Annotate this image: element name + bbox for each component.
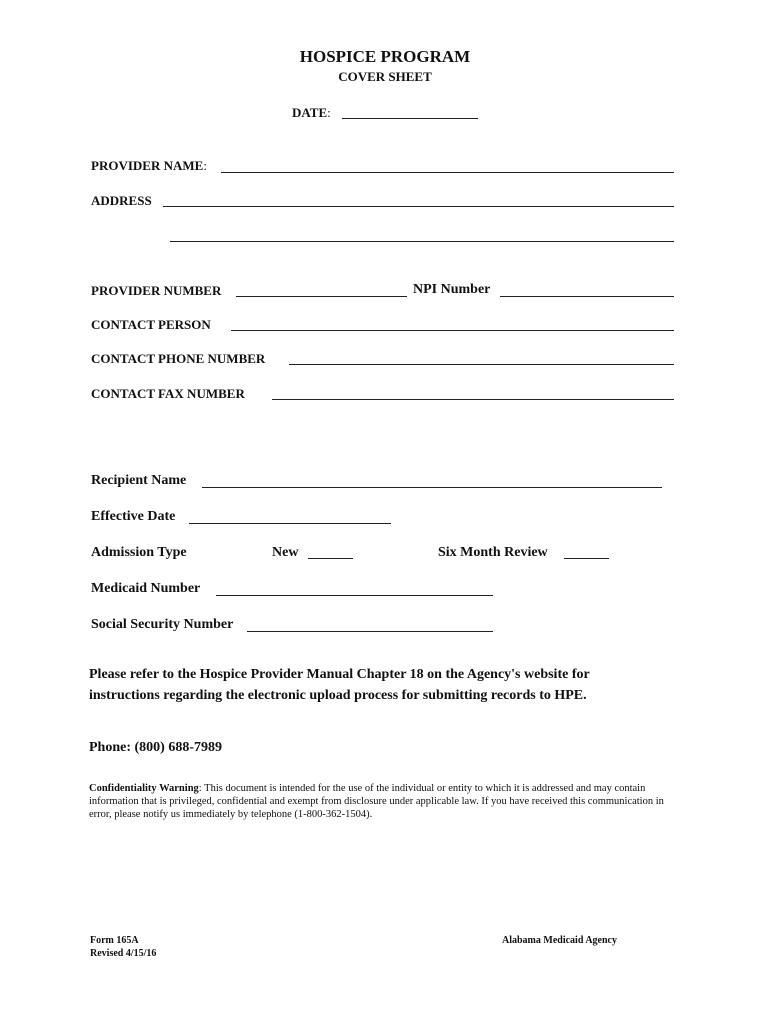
- six-month-review-field[interactable]: [564, 558, 609, 559]
- admission-type-label: Admission Type: [91, 545, 187, 560]
- page-title: HOSPICE PROGRAM: [299, 47, 471, 66]
- confidentiality-text: : This document is intended for the use of the individual or entity to which it is addressed and may contain information that is privileged, confidential and exempt from disclosure under applicable law. If you have received this communication in error, please notify us immediately by telephone (1-800-362-1504).: [89, 783, 664, 820]
- ssn-label: Social Security Number: [91, 617, 234, 632]
- contact-phone-field[interactable]: [289, 364, 674, 365]
- agency-name: Alabama Medicaid Agency: [502, 935, 617, 946]
- contact-phone-label: CONTACT PHONE NUMBER: [91, 351, 266, 366]
- form-number: Form 165A: [90, 935, 139, 946]
- confidentiality-warning: [89, 782, 674, 821]
- provider-name-field[interactable]: [221, 172, 674, 173]
- npi-number-field[interactable]: [500, 296, 674, 297]
- effective-date-field[interactable]: [189, 523, 391, 524]
- page-subtitle: COVER SHEET: [338, 69, 432, 84]
- confidentiality-label: Confidentiality Warning: [89, 783, 199, 794]
- provider-number-field[interactable]: [236, 296, 407, 297]
- admission-new-field[interactable]: [308, 558, 353, 559]
- npi-number-label: NPI Number: [413, 282, 491, 297]
- contact-fax-field[interactable]: [272, 399, 674, 400]
- contact-person-field[interactable]: [231, 330, 674, 331]
- address-label: ADDRESS: [91, 193, 152, 208]
- instructions-text: Please refer to the Hospice Provider Manual Chapter 18 on the Agency's website for instructions regarding the electronic upload process for submitting records to HPE.: [89, 667, 590, 703]
- provider-name-label: PROVIDER NAME:: [91, 158, 207, 173]
- recipient-name-label: Recipient Name: [91, 473, 187, 488]
- admission-new-label: New: [272, 545, 299, 560]
- revised-date: Revised 4/15/16: [90, 948, 157, 959]
- address-field-line1[interactable]: [163, 206, 674, 207]
- ssn-field[interactable]: [247, 631, 493, 632]
- provider-number-label: PROVIDER NUMBER: [91, 283, 222, 298]
- date-label: DATE:: [292, 105, 331, 120]
- six-month-review-label: Six Month Review: [438, 545, 548, 560]
- medicaid-number-field[interactable]: [216, 595, 493, 596]
- address-field-line2[interactable]: [170, 241, 674, 242]
- date-field[interactable]: [342, 118, 478, 119]
- recipient-name-field[interactable]: [202, 487, 662, 488]
- medicaid-number-label: Medicaid Number: [91, 581, 201, 596]
- contact-person-label: CONTACT PERSON: [91, 317, 211, 332]
- phone-text: Phone: (800) 688-7989: [89, 740, 222, 755]
- effective-date-label: Effective Date: [91, 509, 176, 524]
- contact-fax-label: CONTACT FAX NUMBER: [91, 386, 245, 401]
